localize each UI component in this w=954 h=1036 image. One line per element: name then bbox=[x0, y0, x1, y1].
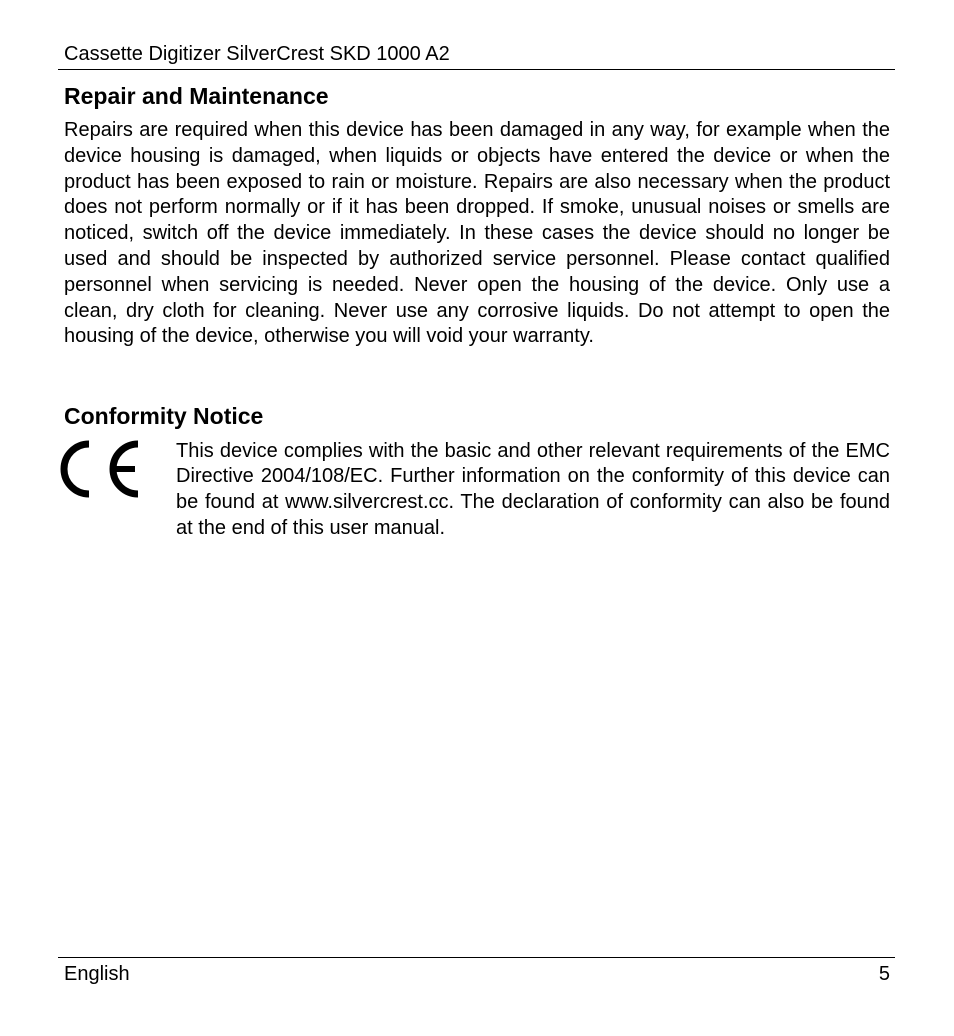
running-header: Cassette Digitizer SilverCrest SKD 1000 A2 bbox=[64, 43, 450, 65]
footer-divider bbox=[58, 957, 895, 958]
repair-maintenance-paragraph: Repairs are required when this device has been damaged in any way, for example when the device housing is damaged, when liquids or objects have entered the device or when the product has been exposed to rain or moisture. Repairs are also necessary when the product does not perform normally or if it has been dropped. If smoke, unusual noises or smells are noticed, switch off the device immediately. In these cases the device should no longer be used and should be inspected by authorized service personnel. Please contact qualified personnel when servicing is needed. Never open the housing of the device. Only use a clean, dry cloth for cleaning. Never use any corrosive liquids. Do not attempt to open the housing of the device, otherwise you will void your warranty. bbox=[64, 119, 890, 348]
ce-mark-icon bbox=[58, 440, 142, 498]
repair-maintenance-heading: Repair and Maintenance bbox=[64, 83, 329, 109]
header-divider bbox=[58, 69, 895, 70]
conformity-notice-paragraph: This device complies with the basic and other relevant requirements of the EMC Directive 2004/108/EC. Further information on the conformity of this device can be found at www.silvercrest.cc. The declaration of conformity can also be found at the end of this user manual. bbox=[176, 439, 890, 539]
conformity-notice-heading: Conformity Notice bbox=[64, 403, 264, 429]
footer-language: English bbox=[64, 963, 130, 985]
footer-page-number: 5 bbox=[878, 963, 890, 985]
